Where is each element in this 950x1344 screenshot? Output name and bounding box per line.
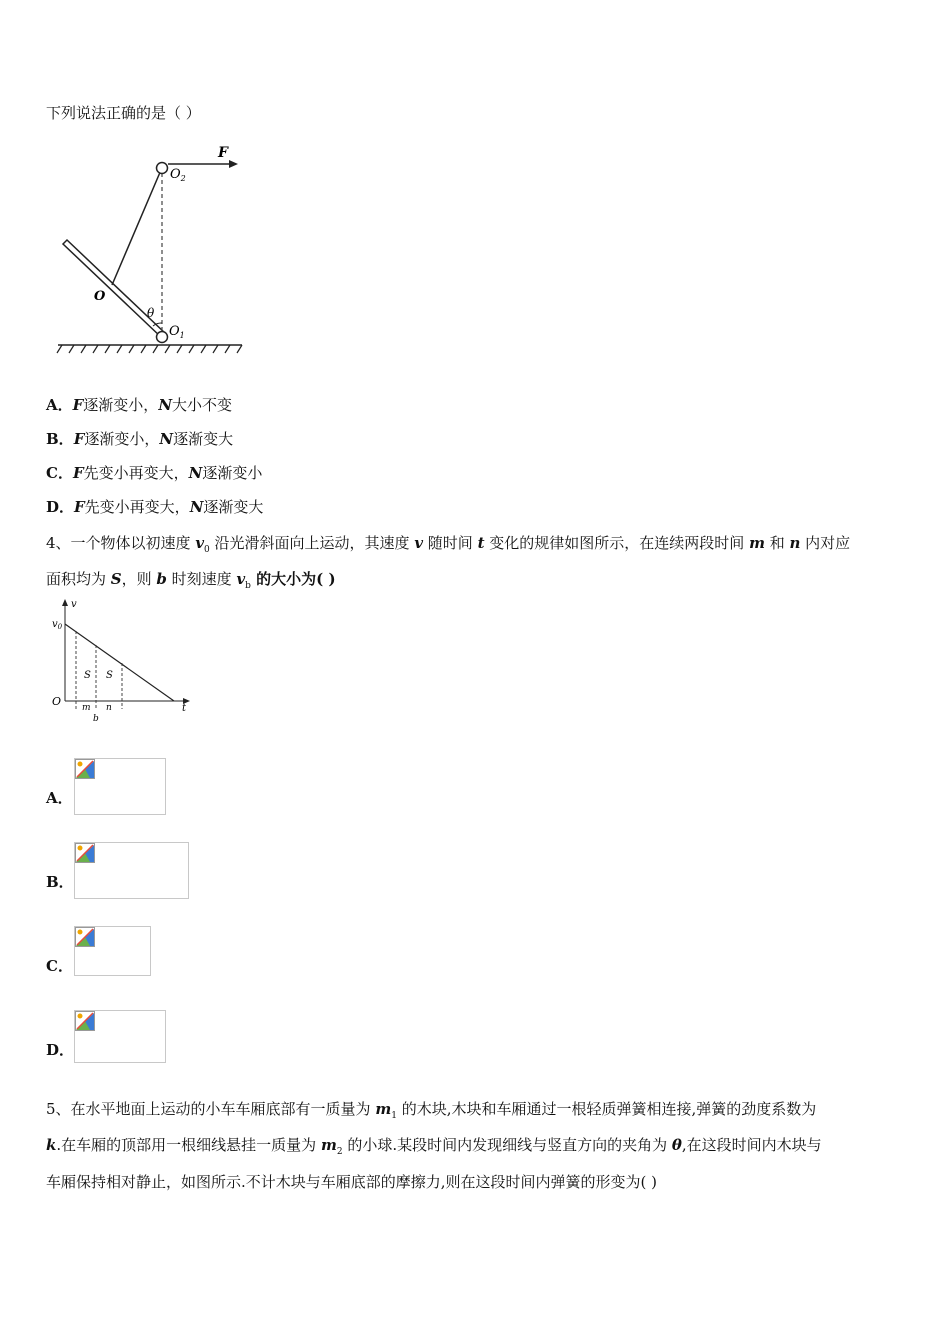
q4-option-a-label[interactable]: A． <box>46 789 73 807</box>
force-label: F <box>218 145 228 161</box>
svg-text:S: S <box>84 670 91 681</box>
q3-option-d[interactable]: D．F先变小再变大，N逐渐变大 <box>46 498 264 516</box>
q3-option-b[interactable]: B．F逐渐变小，N逐渐变大 <box>46 430 234 448</box>
q4-stem-line2: 面积均为 S，则 b 时刻速度 $v_b$ 的大小为( ) <box>46 570 336 591</box>
q4-option-c-label[interactable]: C． <box>46 957 73 975</box>
broken-image-icon <box>75 843 95 863</box>
svg-text:b: b <box>93 714 99 724</box>
force-arrow <box>229 160 238 168</box>
q4-option-a-image[interactable] <box>74 758 166 815</box>
q5-stem-line1: 5、在水平地面上运动的小车车厢底部有一质量为 $m_1$ 的木块,木块和车厢通过一根轻质弹簧相连接,弹簧的劲度系数为 <box>46 1100 817 1121</box>
svg-text:v0: $v_0$ <box>52 619 63 631</box>
svg-text:O2: $O_2$ <box>170 167 186 183</box>
q5-stem-line2: k.在车厢的顶部用一根细线悬挂一质量为 $m_2$ 的小球.某段时间内发现细线与竖直方向的夹角为 θ,在这段时间内木块与 <box>46 1136 822 1157</box>
rope <box>112 170 161 285</box>
q4-option-b-image[interactable] <box>74 842 189 899</box>
q4-vt-graph <box>46 597 196 727</box>
q4-option-c-image[interactable] <box>74 926 151 976</box>
svg-text:t: t <box>182 703 187 714</box>
rod <box>63 240 166 338</box>
svg-text:O: O <box>94 289 106 304</box>
broken-image-icon <box>75 1011 95 1031</box>
q3-figure <box>50 140 250 360</box>
q3-option-a[interactable]: A．F逐渐变小，N大小不变 <box>46 396 233 414</box>
q4-option-d-image[interactable] <box>74 1010 166 1063</box>
q3-option-c[interactable]: C．F先变小再变大，N逐渐变小 <box>46 464 263 482</box>
q5-stem-line3: 车厢保持相对静止，如图所示.不计木块与车厢底部的摩擦力,则在这段时间内弹簧的形变为( ) <box>46 1173 658 1191</box>
broken-image-icon <box>75 759 95 779</box>
q4-stem-line1: 4、一个物体以初速度 $v_0$ 沿光滑斜面向上运动，其速度 v 随时间 t 变化的规律如图所示，在连续两段时间 m 和 n 内对应 <box>46 534 851 555</box>
svg-text:O1: $O_1$ <box>169 324 185 340</box>
broken-image-icon <box>75 927 95 947</box>
q4-option-b-label[interactable]: B． <box>46 873 74 891</box>
svg-text:S: S <box>106 670 113 681</box>
svg-text:v: v <box>71 599 77 610</box>
pulley-o2 <box>157 163 168 174</box>
svg-text:m: m <box>82 703 91 713</box>
q4-option-d-label[interactable]: D． <box>46 1041 75 1059</box>
velocity-line <box>65 624 174 701</box>
q3-stem: 下列说法正确的是（ ） <box>46 104 201 122</box>
svg-text:n: n <box>106 703 112 713</box>
hinge-o1 <box>157 332 168 343</box>
svg-text:O: O <box>52 695 62 708</box>
svg-text:θ: θ <box>147 306 155 320</box>
